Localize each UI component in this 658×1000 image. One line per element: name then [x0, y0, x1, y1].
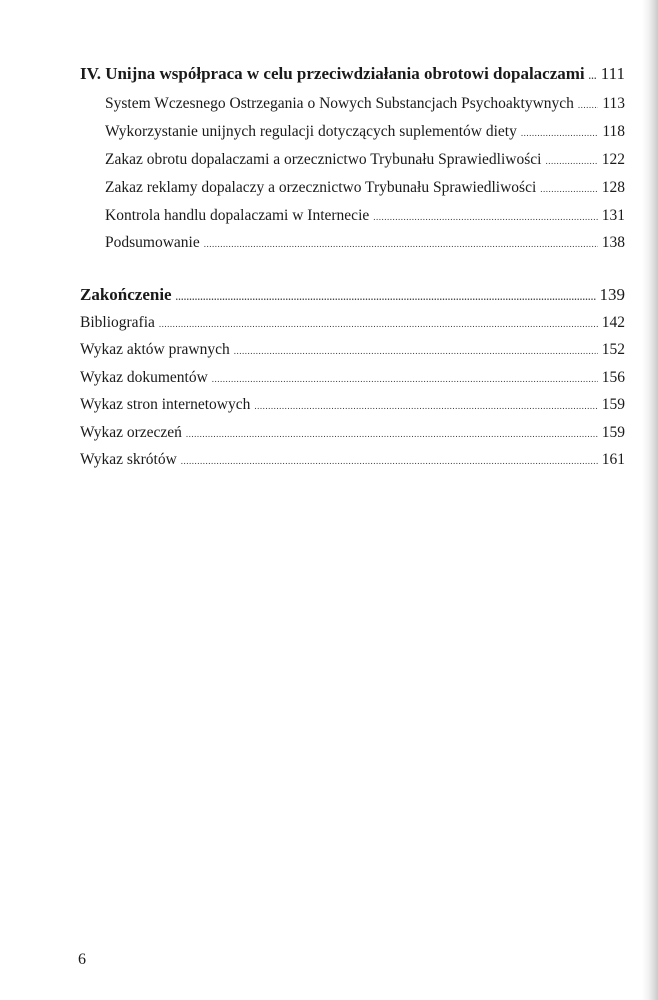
toc-leader-dots [589, 66, 597, 86]
toc-leader-dots [578, 95, 598, 115]
toc-entry-label: Wykaz stron internetowych [80, 396, 251, 413]
toc-entry-page: 118 [602, 123, 625, 140]
toc-entry-page: 142 [601, 314, 625, 331]
toc-leader-dots [176, 287, 596, 307]
toc-leader-dots [204, 234, 598, 254]
toc-leader-dots [254, 396, 597, 416]
toc-leader-dots [521, 123, 598, 143]
toc-leader-dots [373, 207, 598, 227]
toc-entry-page: 138 [601, 234, 625, 251]
toc-section-entry [105, 150, 625, 171]
page-edge-shadow [642, 0, 658, 1000]
toc-entry-page: 152 [601, 341, 625, 358]
toc-section-entry [105, 94, 625, 115]
page-number: 6 [78, 951, 86, 968]
toc-leader-dots [540, 179, 597, 199]
toc-entry-page: 113 [602, 95, 625, 112]
toc-entry-label: Podsumowanie [105, 234, 200, 251]
toc-entry-page: 111 [600, 64, 625, 83]
toc-backmatter-entry [80, 395, 625, 416]
toc-entry-label: IV. Unijna współpraca w celu przeciwdziałania obrotowi dopalaczami [80, 64, 585, 83]
toc-entry-label: Zakończenie [80, 285, 172, 304]
toc-entry-label: Wykaz orzeczeń [80, 424, 182, 441]
toc-leader-dots [212, 369, 598, 389]
toc-section-entry [105, 122, 625, 143]
toc-leader-dots [181, 451, 598, 471]
toc-entry-page: 156 [601, 369, 625, 386]
toc-entry-label: Bibliografia [80, 314, 155, 331]
toc-entry-page: 161 [601, 451, 625, 468]
toc-entry-page: 139 [599, 285, 625, 304]
toc-entry-page: 131 [601, 207, 625, 224]
toc-backmatter-entry [80, 313, 625, 334]
toc-section-entry [105, 178, 625, 199]
toc-conclusion-entry [80, 285, 625, 307]
toc-leader-dots [186, 424, 598, 444]
toc-backmatter-entry [80, 423, 625, 444]
toc-leader-dots [159, 314, 598, 334]
toc-section-entry [105, 233, 625, 254]
toc-backmatter-entry [80, 368, 625, 389]
toc-entry-label: System Wczesnego Ostrzegania o Nowych Substancjach Psychoaktywnych [105, 95, 574, 112]
toc-backmatter-entry [80, 340, 625, 361]
toc-entry-label: Zakaz obrotu dopalaczami a orzecznictwo Trybunału Sprawiedliwości [105, 151, 542, 168]
toc-entry-label: Wykaz aktów prawnych [80, 341, 230, 358]
toc-entry-label: Kontrola handlu dopalaczami w Internecie [105, 207, 370, 224]
toc-entry-label: Zakaz reklamy dopalaczy a orzecznictwo Trybunału Sprawiedliwości [105, 179, 537, 196]
toc-entry-page: 122 [601, 151, 625, 168]
toc-backmatter-entry [80, 450, 625, 471]
toc-entry-label: Wykorzystanie unijnych regulacji dotyczących suplementów diety [105, 123, 517, 140]
toc-entry-page: 128 [601, 179, 625, 196]
toc-chapter-entry [80, 64, 625, 86]
toc-entry-label: Wykaz dokumentów [80, 369, 208, 386]
toc-leader-dots [545, 151, 597, 171]
toc-section-entry [105, 206, 625, 227]
toc-entry-label: Wykaz skrótów [80, 451, 177, 468]
toc-entry-page: 159 [601, 396, 625, 413]
toc-entry-page: 159 [601, 424, 625, 441]
toc-leader-dots [234, 341, 598, 361]
